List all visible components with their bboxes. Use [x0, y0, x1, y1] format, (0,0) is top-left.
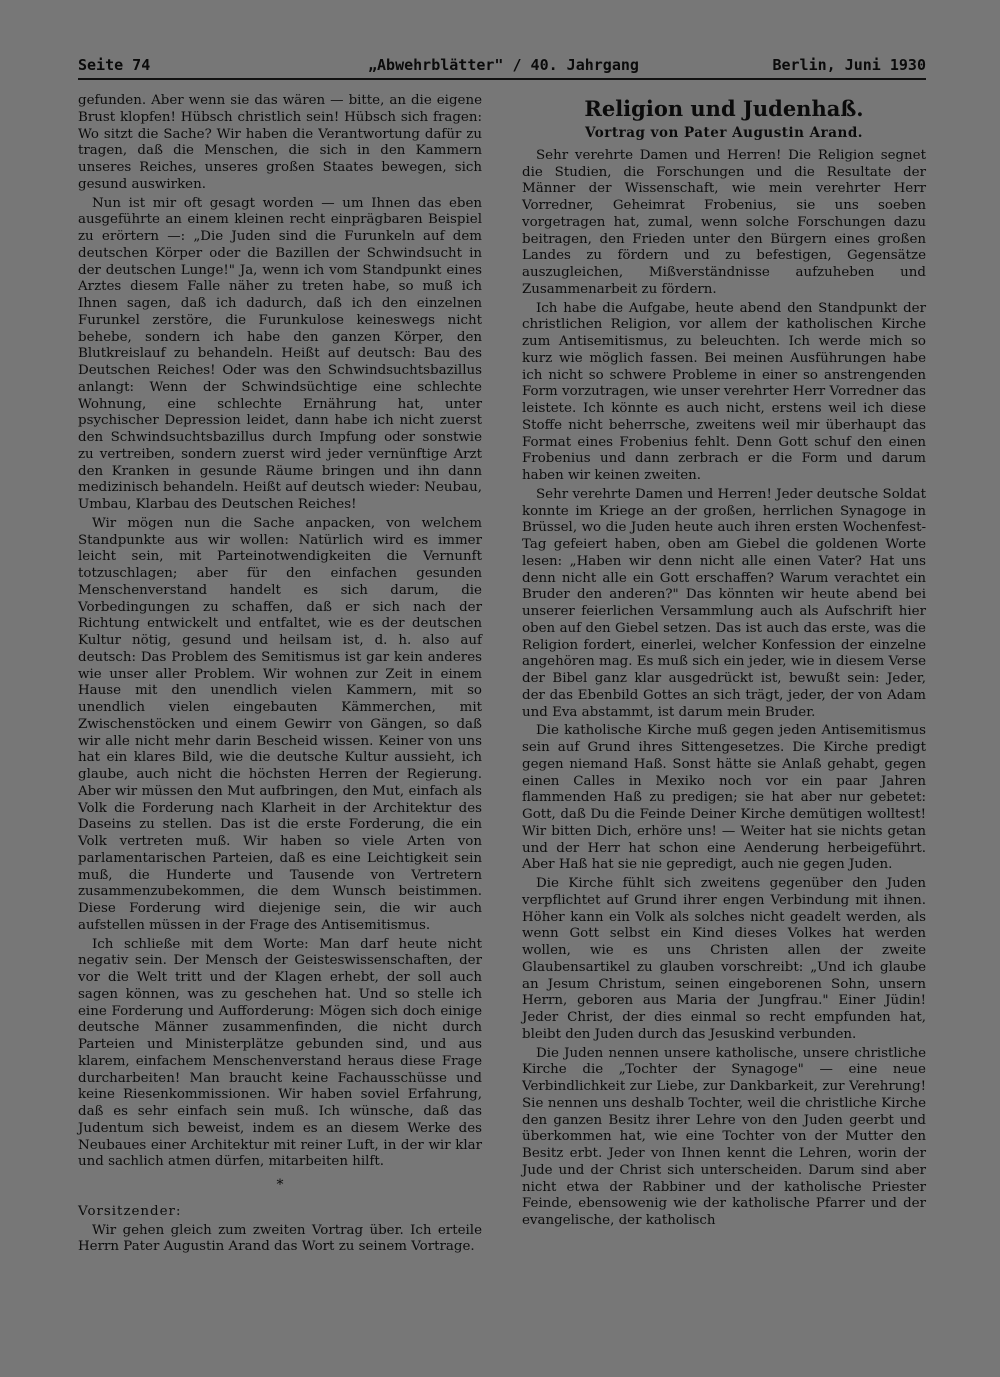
paragraph: Ich schließe mit dem Worte: Man darf heute nicht negativ sein. Der Mensch der Geisteswissenschaften, der vor die Welt tritt und der Klagen erhebt, der soll auch sagen können, was zu geschehen hat. Und so stelle ich eine Forderung und Aufforderung: Mögen sich doch einige deutsche Männer zusammenfinden, die nicht durch Parteien und Ministerplätze gebunden sind, und aus klarem, einfachem Menschenverstand heraus diese Frage durcharbeiten! Man braucht keine Fachausschüsse und keine Riesenkommissionen. Wir haben soviel Erfahrung, daß es sehr einfach sein muß. Ich wünsche, daß das Judentum sich beweist, indem es an diesem Werke des Neubaues einer Architektur mit reiner Luft, in der wir klar und sachlich atmen dürfen, mitarbeiten hilft.: [78, 936, 482, 1170]
paragraph: Die Kirche fühlt sich zweitens gegenüber den Juden verpflichtet auf Grund ihrer engen Verbindung mit ihnen. Höher kann ein Volk als solches nicht geadelt werden, als wenn Gott selbst ein Kind dieses Volkes hat werden wollen, wie es uns Christen allen der zweite Glaubensartikel zu glauben vorschreibt: „Und ich glaube an Jesum Christum, seinen eingeborenen Sohn, unsern Herrn, geboren aus Maria der Jungfrau." Einer Jüdin! Jeder Christ, der dies einmal so recht empfunden hat, bleibt den Juden durch das Jesuskind verbunden.: [522, 876, 926, 1042]
right-column: [522, 97, 926, 1232]
paragraph: Ich habe die Aufgabe, heute abend den Standpunkt der christlichen Religion, vor allem der katholischen Kirche zum Antisemitismus, zu beleuchten. Ich werde mich so kurz wie möglich fassen. Bei meinen Ausführungen habe ich nicht so schwere Probleme in einer so anstrengenden Form vorzutragen, wie unser verehrter Herr Vorredner das leistete. Ich könnte es auch nicht, erstens weil ich diese Stoffe nicht beherrsche, zweitens weil mir überhaupt das Format eines Frobenius fehlt. Denn Gott schuf den einen Frobenius und dann zerbrach er die Form und darum haben wir keinen zweiten.: [522, 300, 926, 483]
date-line: Berlin, Juni 1930: [772, 56, 926, 74]
paragraph: Sehr verehrte Damen und Herren! Jeder deutsche Soldat konnte im Kriege an der großen, herrlichen Synagoge in Brüssel, wo die Juden heute auch ihren ersten Wochenfest-Tag gefeiert haben, oben am Giebel die goldenen Worte lesen: „Haben wir denn nicht alle einen Vater? Hat uns denn nicht alle ein Gott erschaffen? Warum verachtet ein Bruder den anderen?" Das könnten wir heute abend bei unserer feierlichen Versammlung auch als Aufschrift hier oben auf den Giebel setzen. Das ist auch das erste, was die Religion fordert, einerlei, welcher Konfession der einzelne angehören mag. Es muß sich ein jeder, wie in diesem Verse der Bibel ganz klar ausgedrückt ist, bewußt sein: Jeder, der das Ebenbild Gottes an sich trägt, jeder, der von Adam und Eva abstammt, ist darum mein Bruder.: [522, 486, 927, 720]
section-separator: *: [276, 1177, 284, 1193]
publication-title: „Abwehrblätter" / 40. Jahrgang: [368, 56, 639, 74]
article-title: Religion und Judenhaß.: [584, 96, 864, 121]
paragraph: Nun ist mir oft gesagt worden — um Ihnen das eben ausgeführte an einem kleinen recht einprägbaren Beispiel zu erörtern —: „Die Juden sind die Furunkeln auf dem deutschen Körper oder die Bazillen der Schwindsucht in der deutschen Lunge!" Ja, wenn ich vom Standpunkt eines Arztes diesem Falle näher zu treten habe, so muß ich Ihnen sagen, daß ich dadurch, daß ich den einzelnen Furunkel zerstöre, die Furunkulose keineswegs nicht behebe, sondern ich habe den ganzen Körper, den Blutkreislauf zu behandeln. Heißt auf deutsch: Bau des Deutschen Reiches! Oder was den Schwindsuchtsbazillus anlangt: Wenn der Schwindsüchtige eine schlechte Wohnung, eine schlechte Ernährung hat, unter psychischer Depression leidet, dann habe ich nicht zuerst den Schwindsuchtsbazillus durch Impfung oder sonstwie zu vertreiben, sondern zuerst wird jeder vernünftige Arzt den Kranken in gesunde Räume bringen und ihn dann medizinisch behandeln. Heißt auf deutsch wieder: Neubau, Umbau, Klarbau des Deutschen Reiches!: [78, 195, 482, 512]
paragraph: Sehr verehrte Damen und Herren! Die Religion segnet die Studien, die Forschungen und die Resultate der Männer der Wissenschaft, wie mein verehrter Herr Vorredner, Geheimrat Frobenius, sie uns soeben vorgetragen hat, zumal, wenn solche Forschungen dazu beitragen, den Frieden unter den Bürgern eines großen Landes zu fördern und zu befestigen, Gegensätze auszugleichen, Mißverständnisse aufzuheben und Zusammenarbeit zu fördern.: [522, 147, 926, 297]
paragraph: Die Juden nennen unsere katholische, unsere christliche Kirche die „Tochter der Synagoge" — eine neue Verbindlichkeit zur Liebe, zur Dankbarkeit, zur Verehrung! Sie nennen uns deshalb Tochter, weil die christliche Kirche den ganzen Besitz ihrer Lehre von den Juden geerbt und überkommen hat, wie eine Tochter von der Mutter den Besitz erbt. Jeder von Ihnen kennt die Lehren, worin der Jude und der Christ sich unterscheiden. Darum sind aber nicht etwa der Rabbiner und der katholische Priester Feinde, ebensowenig wie der katholische Pfarrer und der evangelische, der katholisch: [522, 1045, 926, 1228]
speaker-label: Vorsitzender:: [78, 1203, 182, 1219]
page-number: Seite 74: [78, 56, 151, 74]
page-header: [78, 54, 926, 80]
left-column: [78, 93, 482, 1258]
paragraph: gefunden. Aber wenn sie das wären — bitte, an die eigene Brust klopfen! Hübsch christlich sein! Hübsch sich fragen: Wo sitzt die Sache? Wir haben die Verantwortung dafür zu tragen, daß die Menschen, die sich in den Kammern unseres Reiches, unseres großen Staates bewegen, sich gesund auswirken.: [78, 93, 482, 192]
paragraph: Wir gehen gleich zum zweiten Vortrag über. Ich erteile Herrn Pater Augustin Arand das Wort zu seinem Vortrage.: [78, 1222, 482, 1255]
paragraph: Wir mögen nun die Sache anpacken, von welchem Standpunkte aus wir wollen: Natürlich wird es immer leicht sein, mit Parteinotwendigkeiten die Vernunft totzuschlagen; aber für den einfachen gesunden Menschenverstand handelt es sich darum, die Vorbedingungen zu schaffen, daß er sich nach der Richtung entwickelt und entfaltet, wie es der deutschen Kultur nötig, gesund und heilsam ist, d. h. also auf deutsch: Das Problem des Semitismus ist gar kein anderes wie unser aller Problem. Wir wohnen zur Zeit in einem Hause mit den unendlich vielen Kammern, mit so unendlich vielen eingebauten Kämmerchen, mit Zwischenstöcken und einem Gewirr von Gängen, so daß wir alle nicht mehr darin Bescheid wissen. Keiner von uns hat ein klares Bild, wie die deutsche Kultur aussieht, ich glaube, auch nicht die höchsten Herren der Regierung. Aber wir müssen den Mut aufbringen, den Mut, einfach als Volk die Forderung nach Klarheit in der Architektur des Daseins zu stellen. Das ist die erste Forderung, die ein Volk vertreten muß. Wir haben so viele Arten von parlamentarischen Parteien, daß es eine Leichtigkeit sein muß, die Hunderte und Tausende von Vertretern zusammenzubekommen, die dem Wunsch beistimmen. Diese Forderung wird diejenige sein, die wir auch aufstellen müssen in der Frage des Antisemitismus.: [78, 515, 482, 933]
article-byline: Vortrag von Pater Augustin Arand.: [585, 125, 863, 141]
paragraph: Die katholische Kirche muß gegen jeden Antisemitismus sein auf Grund ihres Sittengesetzes. Die Kirche predigt gegen niemand Haß. Sonst hätte sie Anlaß gehabt, gegen einen Calles in Mexiko noch vor ein paar Jahren flammenden Haß zu predigen; sie hat aber nur gebetet: Gott, daß Du die Feinde Deiner Kirche demütigen wolltest! Wir bitten Dich, erhöre uns! — Weiter hat sie nichts getan und der Herr hat schon eine Aenderung herbeigeführt. Aber Haß hat sie nie gepredigt, auch nie gegen Juden.: [522, 723, 926, 873]
